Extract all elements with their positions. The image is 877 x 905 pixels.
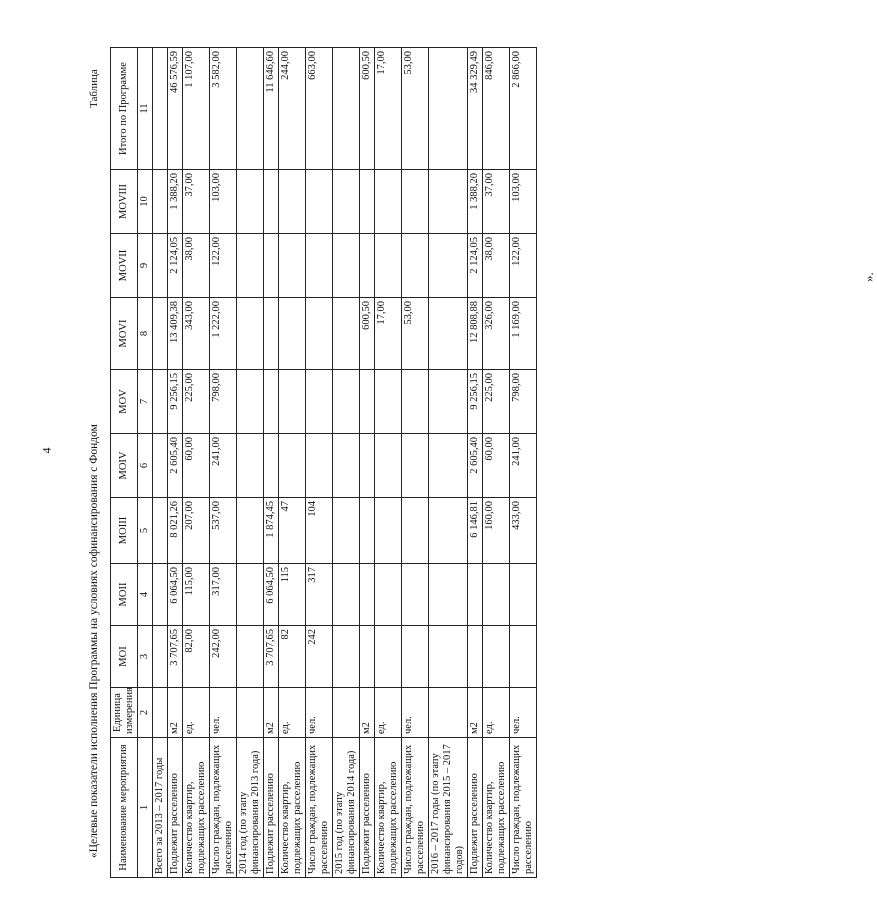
value-cell: 17,00 <box>375 48 402 170</box>
value-cell: 38,00 <box>483 234 510 298</box>
column-number-row <box>138 48 153 878</box>
value-cell <box>306 234 333 298</box>
value-cell: 53,00 <box>402 48 429 170</box>
value-cell: 6 064,50 <box>264 564 279 626</box>
column-number: 10 <box>138 170 153 234</box>
value-cell <box>402 434 429 498</box>
value-cell <box>264 234 279 298</box>
column-header: Итого по Программе <box>111 48 138 170</box>
value-cell <box>483 564 510 626</box>
column-header: МОVIII <box>111 170 138 234</box>
activity-name-cell: 2015 год (по этапу финансирования 2014 года) <box>333 738 360 878</box>
value-cell: 241,00 <box>210 434 237 498</box>
unit-cell: ед. <box>483 688 510 738</box>
value-cell <box>279 170 306 234</box>
value-cell <box>153 298 168 370</box>
value-cell: 11 646,60 <box>264 48 279 170</box>
activity-name-cell: Число граждан, подлежащих расселению <box>402 738 429 878</box>
value-cell: 9 256,15 <box>168 370 183 434</box>
value-cell <box>429 564 468 626</box>
unit-cell: чел. <box>210 688 237 738</box>
value-cell <box>429 498 468 564</box>
value-cell <box>333 498 360 564</box>
value-cell <box>306 170 333 234</box>
value-cell: 225,00 <box>483 370 510 434</box>
value-cell <box>360 626 375 688</box>
value-cell: 3 707,65 <box>168 626 183 688</box>
value-cell <box>279 234 306 298</box>
value-cell: 103,00 <box>510 170 537 234</box>
value-cell <box>375 234 402 298</box>
column-number: 11 <box>138 48 153 170</box>
activity-name-cell: Число граждан, подлежащих расселению <box>210 738 237 878</box>
value-cell <box>429 234 468 298</box>
value-cell <box>360 498 375 564</box>
value-cell: 38,00 <box>183 234 210 298</box>
value-cell: 60,00 <box>183 434 210 498</box>
value-cell: 317 <box>306 564 333 626</box>
value-cell: 46 576,59 <box>168 48 183 170</box>
value-cell: 242,00 <box>210 626 237 688</box>
value-cell <box>510 626 537 688</box>
value-cell <box>237 564 264 626</box>
value-cell: 53,00 <box>402 298 429 370</box>
value-cell <box>237 298 264 370</box>
value-cell <box>264 434 279 498</box>
table-row <box>168 48 183 878</box>
value-cell <box>237 498 264 564</box>
value-cell: 160,00 <box>483 498 510 564</box>
value-cell: 104 <box>306 498 333 564</box>
value-cell: 433,00 <box>510 498 537 564</box>
table-header-row <box>111 48 138 878</box>
value-cell <box>153 170 168 234</box>
value-cell <box>153 434 168 498</box>
value-cell <box>375 564 402 626</box>
value-cell <box>402 370 429 434</box>
value-cell <box>306 370 333 434</box>
value-cell <box>375 370 402 434</box>
value-cell <box>264 170 279 234</box>
value-cell <box>375 626 402 688</box>
table-row <box>153 48 168 878</box>
column-header: МОVII <box>111 234 138 298</box>
value-cell <box>333 298 360 370</box>
value-cell: 225,00 <box>183 370 210 434</box>
table-body <box>153 48 537 878</box>
column-number: 8 <box>138 298 153 370</box>
column-number: 9 <box>138 234 153 298</box>
unit-cell <box>429 688 468 738</box>
value-cell: 12 808,88 <box>468 298 483 370</box>
column-number: 6 <box>138 434 153 498</box>
table-row <box>483 48 510 878</box>
unit-cell: ед. <box>279 688 306 738</box>
value-cell: 600,50 <box>360 298 375 370</box>
value-cell: 115 <box>279 564 306 626</box>
value-cell <box>429 48 468 170</box>
value-cell: 1 874,45 <box>264 498 279 564</box>
table-label: Таблица <box>88 69 100 108</box>
value-cell: 2 605,40 <box>468 434 483 498</box>
table-row <box>375 48 402 878</box>
column-number: 1 <box>138 738 153 878</box>
value-cell <box>360 370 375 434</box>
table-row <box>510 48 537 878</box>
value-cell <box>468 626 483 688</box>
value-cell <box>279 298 306 370</box>
value-cell: 241,00 <box>510 434 537 498</box>
table-row <box>333 48 360 878</box>
value-cell <box>360 564 375 626</box>
value-cell: 1 169,00 <box>510 298 537 370</box>
value-cell <box>237 370 264 434</box>
value-cell: 103,00 <box>210 170 237 234</box>
unit-cell: м2 <box>468 688 483 738</box>
value-cell <box>375 498 402 564</box>
value-cell <box>375 170 402 234</box>
unit-cell: ед. <box>375 688 402 738</box>
column-header: МОIII <box>111 498 138 564</box>
value-cell <box>429 298 468 370</box>
value-cell <box>375 434 402 498</box>
value-cell <box>237 170 264 234</box>
column-number: 3 <box>138 626 153 688</box>
unit-cell <box>153 688 168 738</box>
activity-name-cell: Подлежит расселению <box>264 738 279 878</box>
unit-cell <box>333 688 360 738</box>
table-row <box>360 48 375 878</box>
value-cell <box>264 298 279 370</box>
value-cell <box>333 434 360 498</box>
closing-quote: ». <box>861 272 876 282</box>
column-header: МОI <box>111 626 138 688</box>
value-cell: 13 409,38 <box>168 298 183 370</box>
value-cell: 8 021,26 <box>168 498 183 564</box>
value-cell: 1 388,20 <box>468 170 483 234</box>
table-row <box>279 48 306 878</box>
value-cell: 6 064,50 <box>168 564 183 626</box>
value-cell: 1 388,20 <box>168 170 183 234</box>
value-cell <box>237 434 264 498</box>
value-cell: 2 866,00 <box>510 48 537 170</box>
value-cell: 1 222,00 <box>210 298 237 370</box>
activity-name-cell: Всего за 2013 – 2017 годы <box>153 738 168 878</box>
value-cell <box>306 434 333 498</box>
value-cell <box>333 626 360 688</box>
activity-name-cell: Количество квартир, подлежащих расселению <box>483 738 510 878</box>
activity-name-cell: Количество квартир, подлежащих расселению <box>183 738 210 878</box>
value-cell: 9 256,15 <box>468 370 483 434</box>
value-cell: 115,00 <box>183 564 210 626</box>
table-row <box>237 48 264 878</box>
value-cell <box>333 370 360 434</box>
target-indicators-table <box>110 47 537 878</box>
value-cell <box>153 498 168 564</box>
value-cell <box>429 370 468 434</box>
activity-name-cell: Число граждан, подлежащих расселению <box>306 738 333 878</box>
value-cell <box>429 434 468 498</box>
activity-name-cell: Количество квартир, подлежащих расселению <box>375 738 402 878</box>
value-cell <box>237 234 264 298</box>
activity-name-cell: Количество квартир, подлежащих расселению <box>279 738 306 878</box>
column-number: 4 <box>138 564 153 626</box>
column-number: 5 <box>138 498 153 564</box>
value-cell <box>153 626 168 688</box>
table-row <box>264 48 279 878</box>
value-cell: 37,00 <box>183 170 210 234</box>
value-cell: 3 582,00 <box>210 48 237 170</box>
activity-name-cell: 2016 – 2017 годы (по этапу финансирования 2015 – 2017 годов) <box>429 738 468 878</box>
unit-cell: чел. <box>402 688 429 738</box>
unit-cell: чел. <box>306 688 333 738</box>
value-cell <box>153 564 168 626</box>
value-cell: 317,00 <box>210 564 237 626</box>
value-cell: 3 707,65 <box>264 626 279 688</box>
value-cell: 47 <box>279 498 306 564</box>
value-cell <box>468 564 483 626</box>
activity-name-cell: Подлежит расселению <box>468 738 483 878</box>
value-cell: 798,00 <box>510 370 537 434</box>
column-header: МОV <box>111 370 138 434</box>
value-cell: 326,00 <box>483 298 510 370</box>
value-cell: 244,00 <box>279 48 306 170</box>
value-cell: 537,00 <box>210 498 237 564</box>
value-cell <box>402 626 429 688</box>
value-cell: 663,00 <box>306 48 333 170</box>
value-cell: 122,00 <box>210 234 237 298</box>
value-cell <box>402 564 429 626</box>
value-cell: 37,00 <box>483 170 510 234</box>
value-cell <box>402 498 429 564</box>
unit-cell: м2 <box>360 688 375 738</box>
value-cell: 242 <box>306 626 333 688</box>
value-cell <box>153 234 168 298</box>
table-row <box>306 48 333 878</box>
value-cell <box>279 434 306 498</box>
value-cell <box>237 48 264 170</box>
unit-cell <box>237 688 264 738</box>
value-cell: 600,50 <box>360 48 375 170</box>
value-cell <box>237 626 264 688</box>
column-header: МОIV <box>111 434 138 498</box>
document-title: «Целевые показатели исполнения Программы на условиях софинансирования с Фондом <box>88 424 100 858</box>
value-cell <box>360 234 375 298</box>
column-header: Наименование мероприятия <box>111 738 138 878</box>
unit-cell: м2 <box>168 688 183 738</box>
column-number: 2 <box>138 688 153 738</box>
column-header: МОII <box>111 564 138 626</box>
value-cell <box>153 370 168 434</box>
value-cell <box>279 370 306 434</box>
value-cell <box>306 298 333 370</box>
value-cell: 798,00 <box>210 370 237 434</box>
value-cell: 60,00 <box>483 434 510 498</box>
activity-name-cell: Подлежит расселению <box>168 738 183 878</box>
value-cell: 846,00 <box>483 48 510 170</box>
value-cell <box>153 48 168 170</box>
value-cell: 17,00 <box>375 298 402 370</box>
value-cell: 207,00 <box>183 498 210 564</box>
value-cell <box>402 234 429 298</box>
table-row <box>468 48 483 878</box>
value-cell <box>510 564 537 626</box>
page-number: 4 <box>39 447 54 454</box>
activity-name-cell: Число граждан, подлежащих расселению <box>510 738 537 878</box>
value-cell <box>264 370 279 434</box>
value-cell <box>429 626 468 688</box>
value-cell: 82 <box>279 626 306 688</box>
column-header: МОVI <box>111 298 138 370</box>
value-cell <box>333 234 360 298</box>
unit-cell: чел. <box>510 688 537 738</box>
value-cell: 2 605,40 <box>168 434 183 498</box>
value-cell: 34 329,49 <box>468 48 483 170</box>
value-cell <box>333 564 360 626</box>
unit-cell: м2 <box>264 688 279 738</box>
activity-name-cell: Подлежит расселению <box>360 738 375 878</box>
value-cell: 6 146,81 <box>468 498 483 564</box>
unit-cell: ед. <box>183 688 210 738</box>
table-row <box>402 48 429 878</box>
table-row <box>429 48 468 878</box>
activity-name-cell: 2014 год (по этапу финансирования 2013 года) <box>237 738 264 878</box>
value-cell <box>483 626 510 688</box>
value-cell: 343,00 <box>183 298 210 370</box>
table-row <box>210 48 237 878</box>
column-number: 7 <box>138 370 153 434</box>
value-cell <box>333 48 360 170</box>
value-cell: 2 124,05 <box>168 234 183 298</box>
value-cell <box>360 434 375 498</box>
value-cell <box>360 170 375 234</box>
value-cell <box>333 170 360 234</box>
value-cell <box>429 170 468 234</box>
value-cell: 1 107,00 <box>183 48 210 170</box>
value-cell: 82,00 <box>183 626 210 688</box>
table-row <box>183 48 210 878</box>
value-cell <box>402 170 429 234</box>
value-cell: 2 124,05 <box>468 234 483 298</box>
value-cell: 122,00 <box>510 234 537 298</box>
column-header: Единица измерения <box>111 688 138 738</box>
